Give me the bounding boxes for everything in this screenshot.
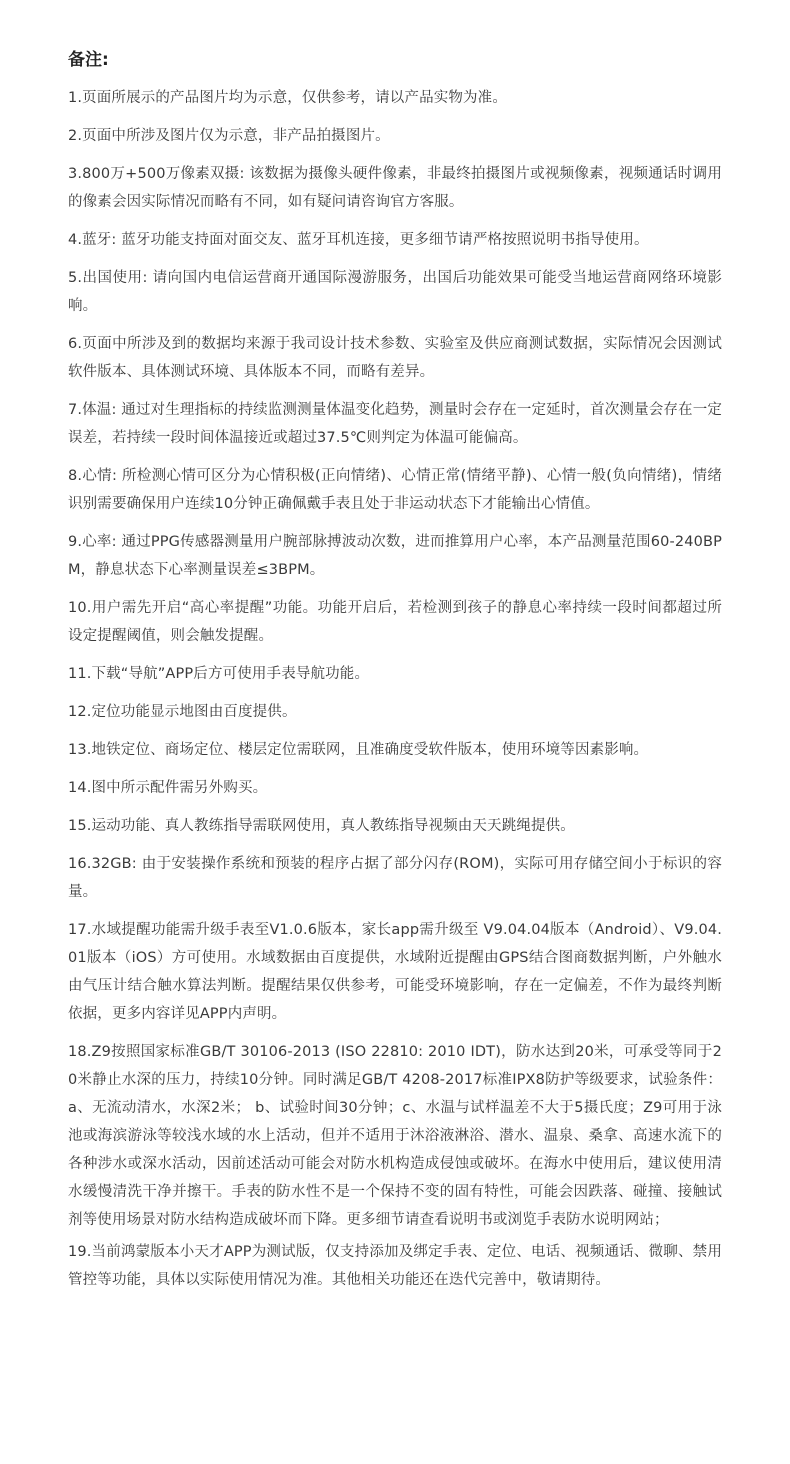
note-item-14: 14.图中所示配件需另外购买。	[68, 780, 268, 796]
notes-list	[68, 84, 722, 1294]
note-item-1: 1.页面所展示的产品图片均为示意，仅供参考，请以产品实物为准。	[68, 90, 507, 106]
note-item-4: 4.蓝牙: 蓝牙功能支持面对面交友、蓝牙耳机连接，更多细节请严格按照说明书指导使用。	[68, 232, 649, 248]
note-item-17: 17.水域提醒功能需升级手表至V1.0.6版本，家长app需升级至 V9.04.04版本（Android）、V9.04.01版本（iOS）方可使用。水域数据由百度提供，水域附近提醒由GPS结合图商数据判断，户外触水由气压计结合触水算法判断。提醒结果仅供参考，可能受环境影响，存在一定偏差，不作为最终判断依据，更多内容详见APP内声明。	[68, 922, 722, 1022]
note-item-19: 19.当前鸿蒙版本小天才APP为测试版，仅支持添加及绑定手表、定位、电话、视频通话、微聊、禁用管控等功能，具体以实际使用情况为准。其他相关功能还在迭代完善中，敬请期待。	[68, 1244, 722, 1288]
note-item-15: 15.运动功能、真人教练指导需联网使用，真人教练指导视频由天天跳绳提供。	[68, 818, 575, 834]
note-item-13: 13.地铁定位、商场定位、楼层定位需联网，且准确度受软件版本，使用环境等因素影响。	[68, 742, 649, 758]
notes-title: 备注:	[68, 50, 109, 70]
note-item-7: 7.体温: 通过对生理指标的持续监测测量体温变化趋势，测量时会存在一定延时，首次测量会存在一定误差，若持续一段时间体温接近或超过37.5℃则判定为体温可能偏高。	[68, 402, 722, 446]
note-item-5: 5.出国使用: 请向国内电信运营商开通国际漫游服务，出国后功能效果可能受当地运营商网络环境影响。	[68, 270, 722, 314]
note-item-2: 2.页面中所涉及图片仅为示意，非产品拍摄图片。	[68, 128, 390, 144]
note-item-6: 6.页面中所涉及到的数据均来源于我司设计技术参数、实验室及供应商测试数据，实际情况会因测试软件版本、具体测试环境、具体版本不同，而略有差异。	[68, 336, 722, 380]
note-item-9: 9.心率: 通过PPG传感器测量用户腕部脉搏波动次数，进而推算用户心率，本产品测量范围60-240BPM，静息状态下心率测量误差≤3BPM。	[68, 534, 722, 578]
note-item-18: 18.Z9按照国家标准GB/T 30106-2013 (ISO 22810: 2010 IDT)，防水达到20米，可承受等同于20米静止水深的压力，持续10分钟。同时满足GB/T 4208-2017标准IPX8防护等级要求，试验条件：a、无流动清水，水深2米； b、试验时间30分钟；c、水温与试样温差不大于5摄氏度；Z9可用于泳池或海滨游泳等较浅水域的水上活动，但并不适用于沐浴液淋浴、潜水、温泉、桑拿、高速水流下的各种涉水或深水活动，因前述活动可能会对防水机构造成侵蚀或破坏。在海水中使用后，建议使用清水缓慢清洗干净并擦干。手表的防水性不是一个保持不变的固有特性，可能会因跌落、碰撞、接触试剂等使用场景对防水结构造成破坏而下降。更多细节请查看说明书或浏览手表防水说明网站；	[68, 1044, 722, 1228]
note-item-16: 16.32GB: 由于安装操作系统和预装的程序占据了部分闪存(ROM)，实际可用存储空间小于标识的容量。	[68, 856, 722, 900]
note-item-11: 11.下载“导航”APP后方可使用手表导航功能。	[68, 666, 370, 682]
note-item-12: 12.定位功能显示地图由百度提供。	[68, 704, 297, 720]
note-item-10: 10.用户需先开启“高心率提醒”功能。功能开启后，若检测到孩子的静息心率持续一段时间都超过所设定提醒阈值，则会触发提醒。	[68, 600, 722, 644]
note-item-3: 3.800万+500万像素双摄: 该数据为摄像头硬件像素，非最终拍摄图片或视频像素，视频通话时调用的像素会因实际情况而略有不同，如有疑问请咨询官方客服。	[68, 166, 722, 210]
note-item-8: 8.心情: 所检测心情可区分为心情积极(正向情绪)、心情正常(情绪平静)、心情一般(负向情绪)，情绪识别需要确保用户连续10分钟正确佩戴手表且处于非运动状态下才能输出心情值。	[68, 468, 722, 512]
